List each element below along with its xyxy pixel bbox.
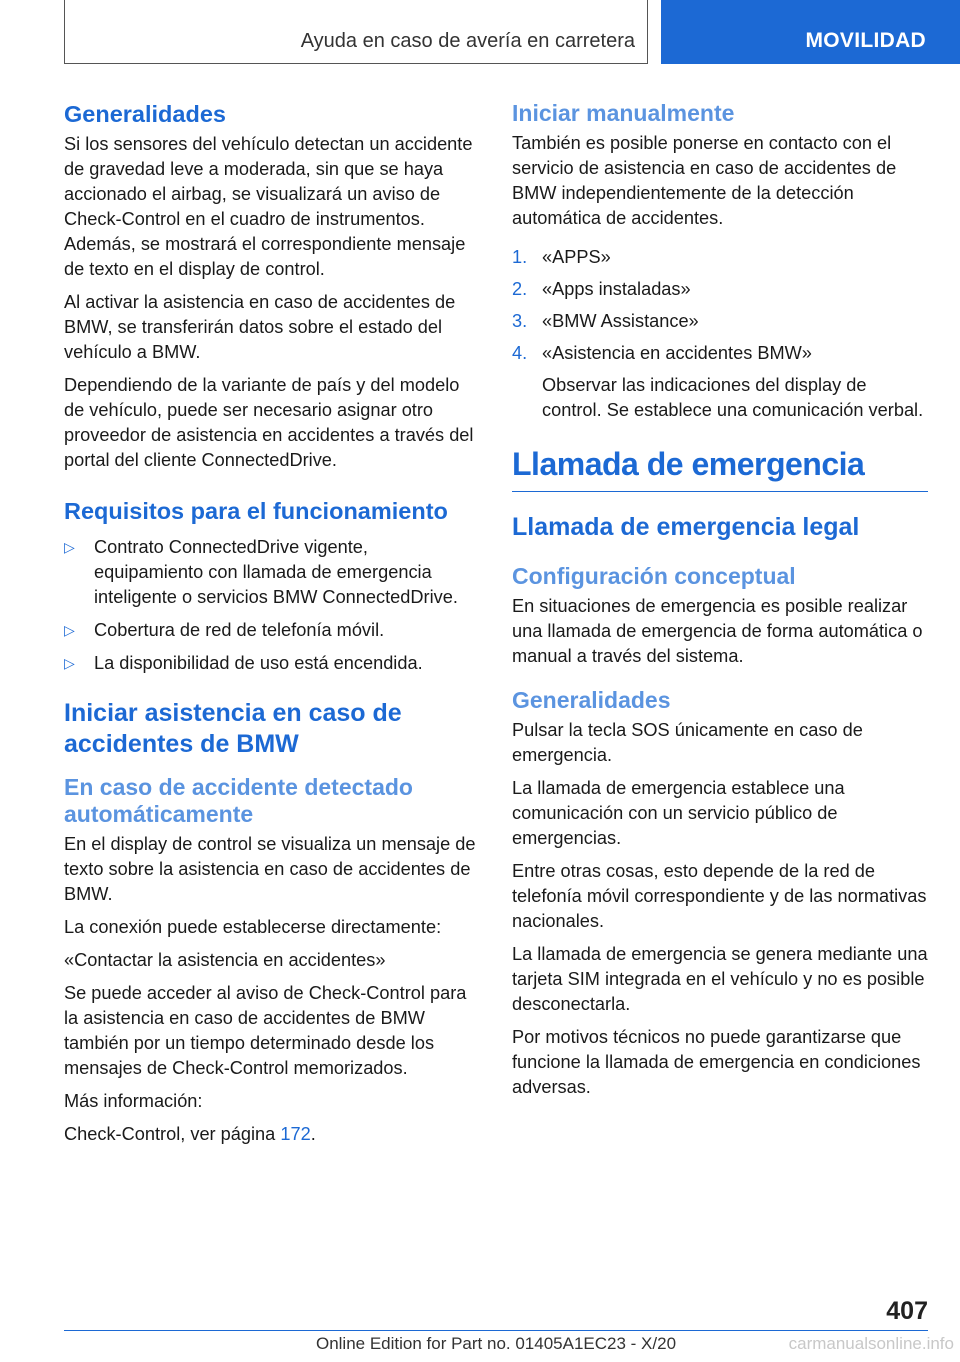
heading-generalidades: Generalidades xyxy=(64,101,226,127)
paragraph: La llamada de emergencia se genera mediante una tarjeta SIM integrada en el vehículo y no es posible desconectarla. xyxy=(512,944,928,1014)
paragraph: La llamada de emergencia establece una comunicación con un servicio público de emergencias. xyxy=(512,778,845,848)
paragraph: Entre otras cosas, esto depende de la red de telefonía móvil correspondiente y de las normativas nacionales. xyxy=(512,861,927,931)
heading-configuracion: Configuración conceptual xyxy=(512,563,796,589)
list-item: ▷ La disponibilidad de uso está encendida. xyxy=(64,651,480,676)
step-note: Observar las indicaciones del display de control. Se establece una comunicación verbal. xyxy=(542,375,924,420)
heading-iniciar-asistencia: Iniciar asistencia en caso de accidentes de BMW xyxy=(64,699,402,758)
paragraph: Al activar la asistencia en caso de accidentes de BMW, se transferirán datos sobre el estado del vehículo a BMW. xyxy=(64,292,456,362)
triangle-bullet-icon: ▷ xyxy=(64,539,75,555)
list-item: ▷ Contrato ConnectedDrive vigente, equipamiento con llamada de emergencia inteligente o servicios BMW ConnectedDrive. xyxy=(64,537,458,607)
chapter-tab xyxy=(661,0,960,64)
page-number: 407 xyxy=(886,1297,928,1325)
right-column xyxy=(512,100,928,1108)
requirements-list xyxy=(64,535,480,676)
paragraph: Si los sensores del vehículo detectan un accidente de gravedad leve a moderada, sin que se haya accionado el airbag, se visualizará un aviso de Check-Control en el cuadro de instrumentos. Además, se mostrará el correspondiente mensaje de texto en el display de control. xyxy=(64,134,473,279)
heading-llamada-legal: Llamada de emergencia legal xyxy=(512,513,860,541)
heading-deteccion-automatica: En caso de accidente detectado automáticamente xyxy=(64,774,413,827)
steps-list xyxy=(512,245,928,423)
triangle-bullet-icon: ▷ xyxy=(64,655,75,671)
paragraph: Dependiendo de la variante de país y del modelo de vehículo, puede ser necesario asignar otro proveedor de asistencia en accidentes a través del portal del cliente ConnectedDrive. xyxy=(64,375,474,470)
heading-iniciar-manualmente: Iniciar manualmente xyxy=(512,100,735,126)
header-box xyxy=(64,0,648,64)
paragraph: Pulsar la tecla SOS únicamente en caso de emergencia. xyxy=(512,720,863,765)
paragraph: En el display de control se visualiza un mensaje de texto sobre la asistencia en caso de accidentes de BMW. xyxy=(64,834,476,904)
list-item: 1. «APPS» xyxy=(512,247,611,267)
heading-generalidades-2: Generalidades xyxy=(512,687,671,713)
page-link[interactable]: 172 xyxy=(280,1124,311,1144)
paragraph: «Contactar la asistencia en accidentes» xyxy=(64,950,386,970)
paragraph: En situaciones de emergencia es posible realizar una llamada de emergencia de forma automática o manual a través del sistema. xyxy=(512,596,923,666)
section-title: Ayuda en caso de avería en carretera xyxy=(300,30,635,52)
paragraph: Se puede acceder al aviso de Check-Control para la asistencia en caso de accidentes de BMW también por un tiempo determinado desde los mensajes de Check-Control memorizados. xyxy=(64,983,467,1078)
left-column xyxy=(64,100,480,1155)
watermark: carmanualsonline.info xyxy=(788,1334,954,1353)
paragraph: Por motivos técnicos no puede garantizarse que funcione la llamada de emergencia en condiciones adversas. xyxy=(512,1027,921,1097)
list-item: 2. «Apps instaladas» xyxy=(512,279,691,299)
paragraph: Más información: xyxy=(64,1091,203,1111)
paragraph: También es posible ponerse en contacto con el servicio de asistencia en caso de accidentes de BMW independientemente de la detección automática de accidentes. xyxy=(512,133,897,228)
paragraph: La conexión puede establecerse directamente: xyxy=(64,917,442,937)
list-item: 4. «Asistencia en accidentes BMW» Observar las indicaciones del display de control. Se establece una comunicación verbal. xyxy=(512,341,928,423)
heading-llamada-emergencia: Llamada de emergencia xyxy=(512,445,928,492)
paragraph-page-reference: Check-Control, ver página 172. xyxy=(64,1124,316,1144)
list-item: ▷ Cobertura de red de telefonía móvil. xyxy=(64,618,480,643)
triangle-bullet-icon: ▷ xyxy=(64,622,75,638)
chapter-tab-label: MOVILIDAD xyxy=(805,29,926,52)
footer-divider xyxy=(64,1330,928,1331)
footer-edition: Online Edition for Part no. 01405A1EC23 - X/20 xyxy=(315,1334,677,1353)
heading-requisitos: Requisitos para el funcionamiento xyxy=(64,498,448,524)
list-item: 3. «BMW Assistance» xyxy=(512,311,699,331)
